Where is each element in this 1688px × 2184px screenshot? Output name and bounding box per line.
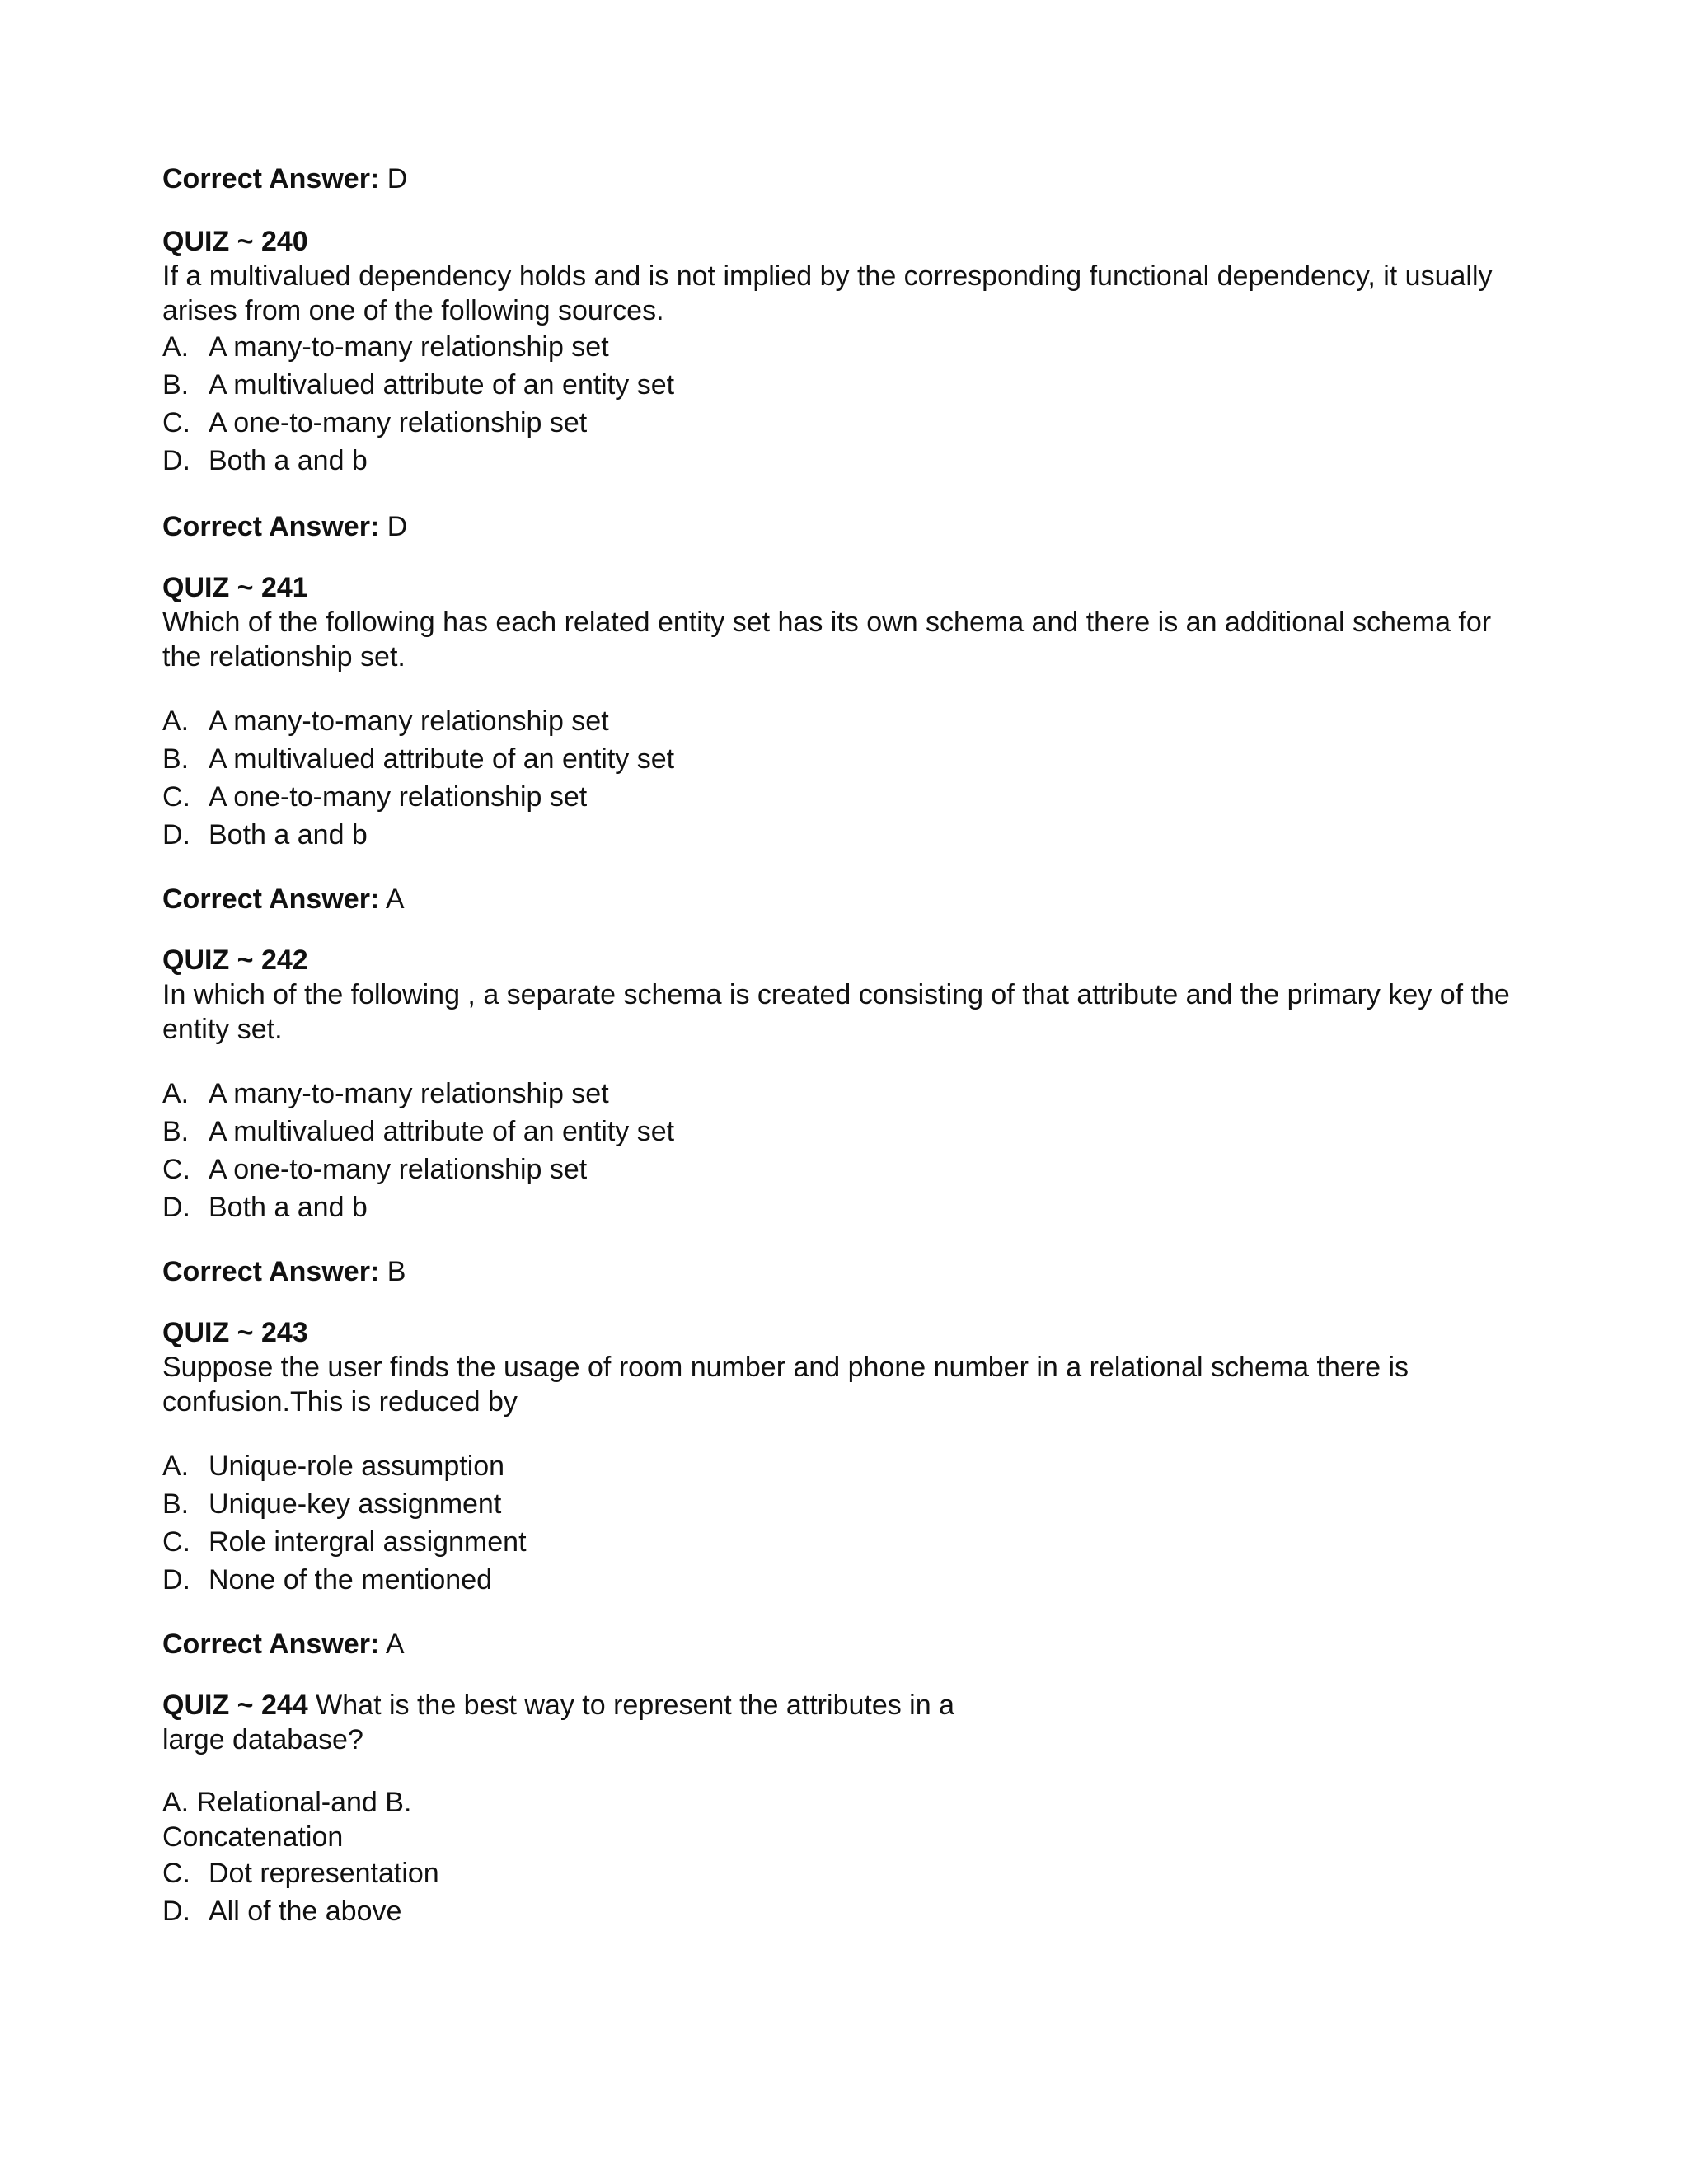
option-c: C. A one-to-many relationship set [162, 1154, 588, 1185]
option-d: D. Both a and b [162, 445, 368, 476]
option-a: A. Unique-role assumption [162, 1451, 505, 1482]
quiz-title: QUIZ ~ 241 [162, 572, 308, 603]
option-b: B. A multivalued attribute of an entity set [162, 743, 675, 775]
question-line: Suppose the user finds the usage of room number and phone number in a relational schema there is [162, 1352, 1409, 1383]
option-list [162, 1075, 1514, 1226]
option-b: B. A multivalued attribute of an entity set [162, 369, 675, 401]
option-b: B. Unique-key assignment [162, 1488, 502, 1520]
correct-answer-top [162, 162, 1514, 196]
quiz-242 [162, 943, 1514, 1289]
option-c: C. A one-to-many relationship set [162, 407, 588, 438]
question-line: If a multivalued dependency holds and is not implied by the corresponding functional dependency, it usually [162, 260, 1493, 292]
question-line: large database? [162, 1724, 363, 1755]
quiz-title: QUIZ ~ 242 [162, 944, 308, 976]
option-d: D. Both a and b [162, 1192, 368, 1223]
correct-answer [162, 509, 1514, 544]
option-b-continued: Concatenation [162, 1821, 344, 1853]
answer-value: A [385, 883, 405, 915]
question-line: entity set. [162, 1014, 283, 1045]
correct-answer [162, 1627, 1514, 1661]
answer-value: D [387, 511, 408, 542]
option-list [162, 328, 1514, 480]
answer-value: B [387, 1256, 406, 1287]
question-line: confusion.This is reduced by [162, 1386, 518, 1418]
answer-label: Correct Answer: [162, 511, 380, 542]
quiz-title: QUIZ ~ 244 [162, 1690, 308, 1721]
option-a: A. A many-to-many relationship set [162, 331, 609, 363]
option-a: A. A many-to-many relationship set [162, 705, 609, 737]
question-line [162, 1688, 1514, 1722]
question-text: What is the best way to represent the attributes in a [316, 1690, 955, 1721]
quiz-241 [162, 570, 1514, 916]
option-d: D. All of the above [162, 1896, 402, 1927]
answer-value: A [385, 1629, 405, 1660]
question-line: the relationship set. [162, 641, 406, 673]
quiz-244 [162, 1688, 1514, 1930]
option-a: A. A many-to-many relationship set [162, 1078, 609, 1109]
option-list [162, 1447, 1514, 1599]
option-c: C. A one-to-many relationship set [162, 781, 588, 813]
answer-label: Correct Answer: [162, 1629, 380, 1660]
document-page [162, 162, 1514, 1927]
option-d: D. Both a and b [162, 819, 368, 851]
option-b: B. A multivalued attribute of an entity set [162, 1116, 675, 1147]
quiz-240 [162, 224, 1514, 544]
answer-label: Correct Answer: [162, 163, 380, 194]
option-a-b: A. Relational-and B. [162, 1787, 412, 1818]
question-line: Which of the following has each related entity set has its own schema and there is an additional schema for [162, 607, 1492, 638]
answer-value: D [387, 163, 408, 194]
option-list [162, 702, 1514, 854]
question-line: arises from one of the following sources. [162, 295, 664, 326]
option-d: D. None of the mentioned [162, 1564, 493, 1596]
option-c: C. Dot representation [162, 1858, 439, 1889]
option-list [162, 1785, 1514, 1930]
option-c: C. Role intergral assignment [162, 1526, 527, 1558]
answer-label: Correct Answer: [162, 1256, 380, 1287]
correct-answer [162, 1254, 1514, 1289]
answer-label: Correct Answer: [162, 883, 380, 915]
quiz-title: QUIZ ~ 240 [162, 226, 308, 257]
quiz-title: QUIZ ~ 243 [162, 1317, 308, 1348]
question-line: In which of the following , a separate schema is created consisting of that attribute and the primary key of the [162, 979, 1510, 1010]
correct-answer [162, 882, 1514, 916]
quiz-243 [162, 1315, 1514, 1661]
